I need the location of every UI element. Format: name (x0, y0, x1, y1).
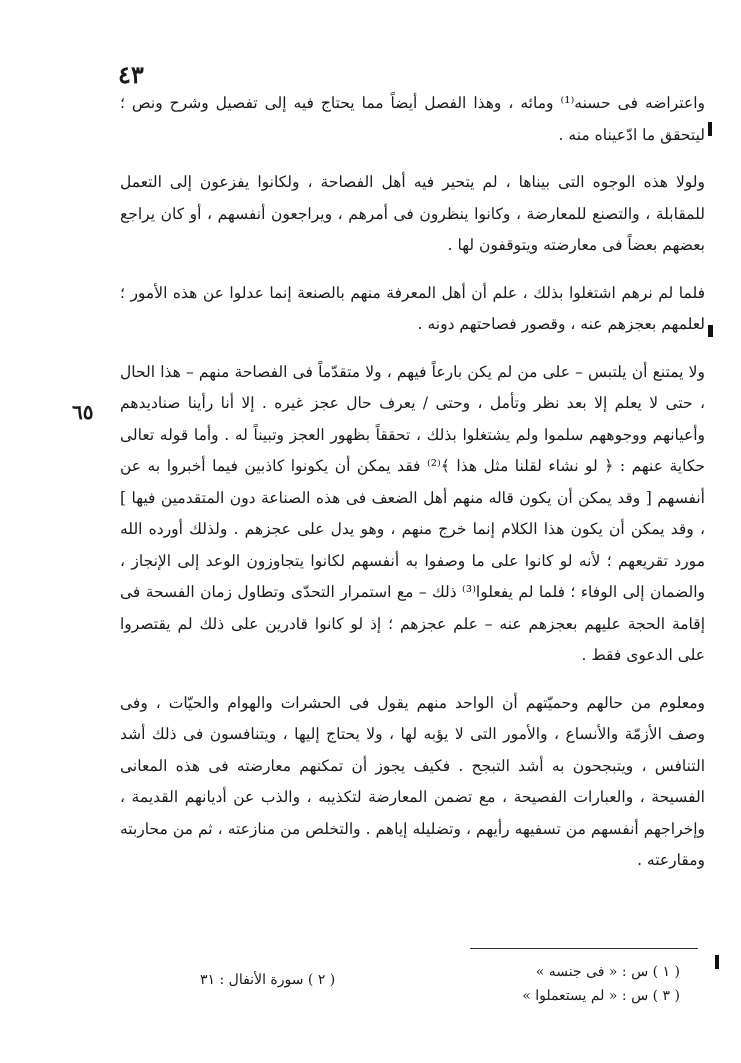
footnote-3: ( ٣ ) س : « لم يستعملوا » (522, 988, 680, 1004)
paragraph-5: ومعلوم من حالهم وحميّتهم أن الواحد منهم يقول فى الحشرات والهوام والحيّات ، وفى وصف الأزمّة والأنساع ، والأمور التى لا يؤبه لها ، ولا يحتاج إليها ، ويتنافسون فى ذلك أشد التنافس ، ويتبجحون به أشد التبجح . فكيف يجوز أن تمكنهم معارضته فى هذه المعانى الفسيحة ، والعبارات الفصيحة ، مع تضمن المعارضة لتكذيبه ، والذب عن أديانهم القديمة ، وإخراجهم أنفسهم من تسفيهه رأيهم ، وتضليله إياهم . والتخلص من منازعته ، ثم من محاربته ومقارعته . (120, 693, 705, 869)
scan-mark (715, 955, 719, 969)
footnote-divider (470, 948, 698, 949)
footnotes-block (440, 960, 680, 1008)
body-text (120, 88, 705, 877)
paragraph-2: ولولا هذه الوجوه التى بيناها ، لم يتحير فيه أهل الفصاحة ، ولكانوا يفزعون إلى التعمل للمقابلة ، والتصنع للمعارضة ، وكانوا ينظرون فى أمرهم ، ويراجعون أنفسهم ، أو كان يراجع بعضهم بعضاً فى معارضته ويتوقفون لها . (120, 173, 705, 254)
paragraph-4: ولا يمتنع أن يلتبس – على من لم يكن بارعاً فيهم ، ولا متقدّماً فى الفصاحة منهم – هذا الحال ، حتى لا يعلم إلا بعد نظر وتأمل ، وحتى / يعرف حال عجز غيره . إلا أنا رأينا صناديدهم وأعيانهم ووجوههم سلموا ولم يشتغلوا بذلك ، تحققاً بظهور العجز وتبيناً له . وأما قوله تعالى حكاية عنهم : ﴿ لو نشاء لقلنا مثل هذا ﴾⁽²⁾ فقد يمكن أن يكونوا كاذبين فيما أخبروا به عن أنفسهم [ وقد يمكن أن يكون قاله منهم أهل الضعف فى هذه الصناعة دون المتقدمين فيها ] ، وقد يمكن أن يكون هذا الكلام إنما خرج منهم ، وهو يدل على عجزهم . ولذلك أورده الله مورد تقريعهم ؛ لأنه لو كانوا على ما وصفوا به أنفسهم لكانوا يتجاوزون الوعد إلى الإنجاز ، والضمان إلى الوفاء ؛ فلما لم يفعلوا⁽³⁾ ذلك – مع استمرار التحدّى وتطاول زمان الفسحة فى إقامة الحجة عليهم بعجزهم عنه – علم عجزهم ؛ إذ لو كانوا قادرين على ذلك لم يقتصروا على الدعوى فقط . (120, 362, 705, 664)
footnote-2: ( ٢ ) سورة الأنفال : ٣١ (200, 972, 336, 988)
paragraph-3: فلما لم نرهم اشتغلوا بذلك ، علم أن أهل المعرفة منهم بالصنعة إنما عدلوا عن هذه الأمور ؛ لعلمهم بعجزهم عنه ، وقصور فصاحتهم دونه . (120, 283, 705, 333)
margin-page-reference: ٦٥ (72, 400, 94, 424)
footnote-1: ( ١ ) س : « فى جنسه » (535, 964, 680, 980)
page-number: ٤٣ (118, 60, 144, 89)
scan-mark (708, 325, 713, 337)
paragraph-1: واعتراضه فى حسنه⁽¹⁾ ومائه ، وهذا الفصل أيضاً مما يحتاج فيه إلى تفصيل وشرح ونص ؛ ليتحقق ما ادّعيناه منه . (120, 94, 705, 144)
scan-mark (708, 122, 712, 136)
